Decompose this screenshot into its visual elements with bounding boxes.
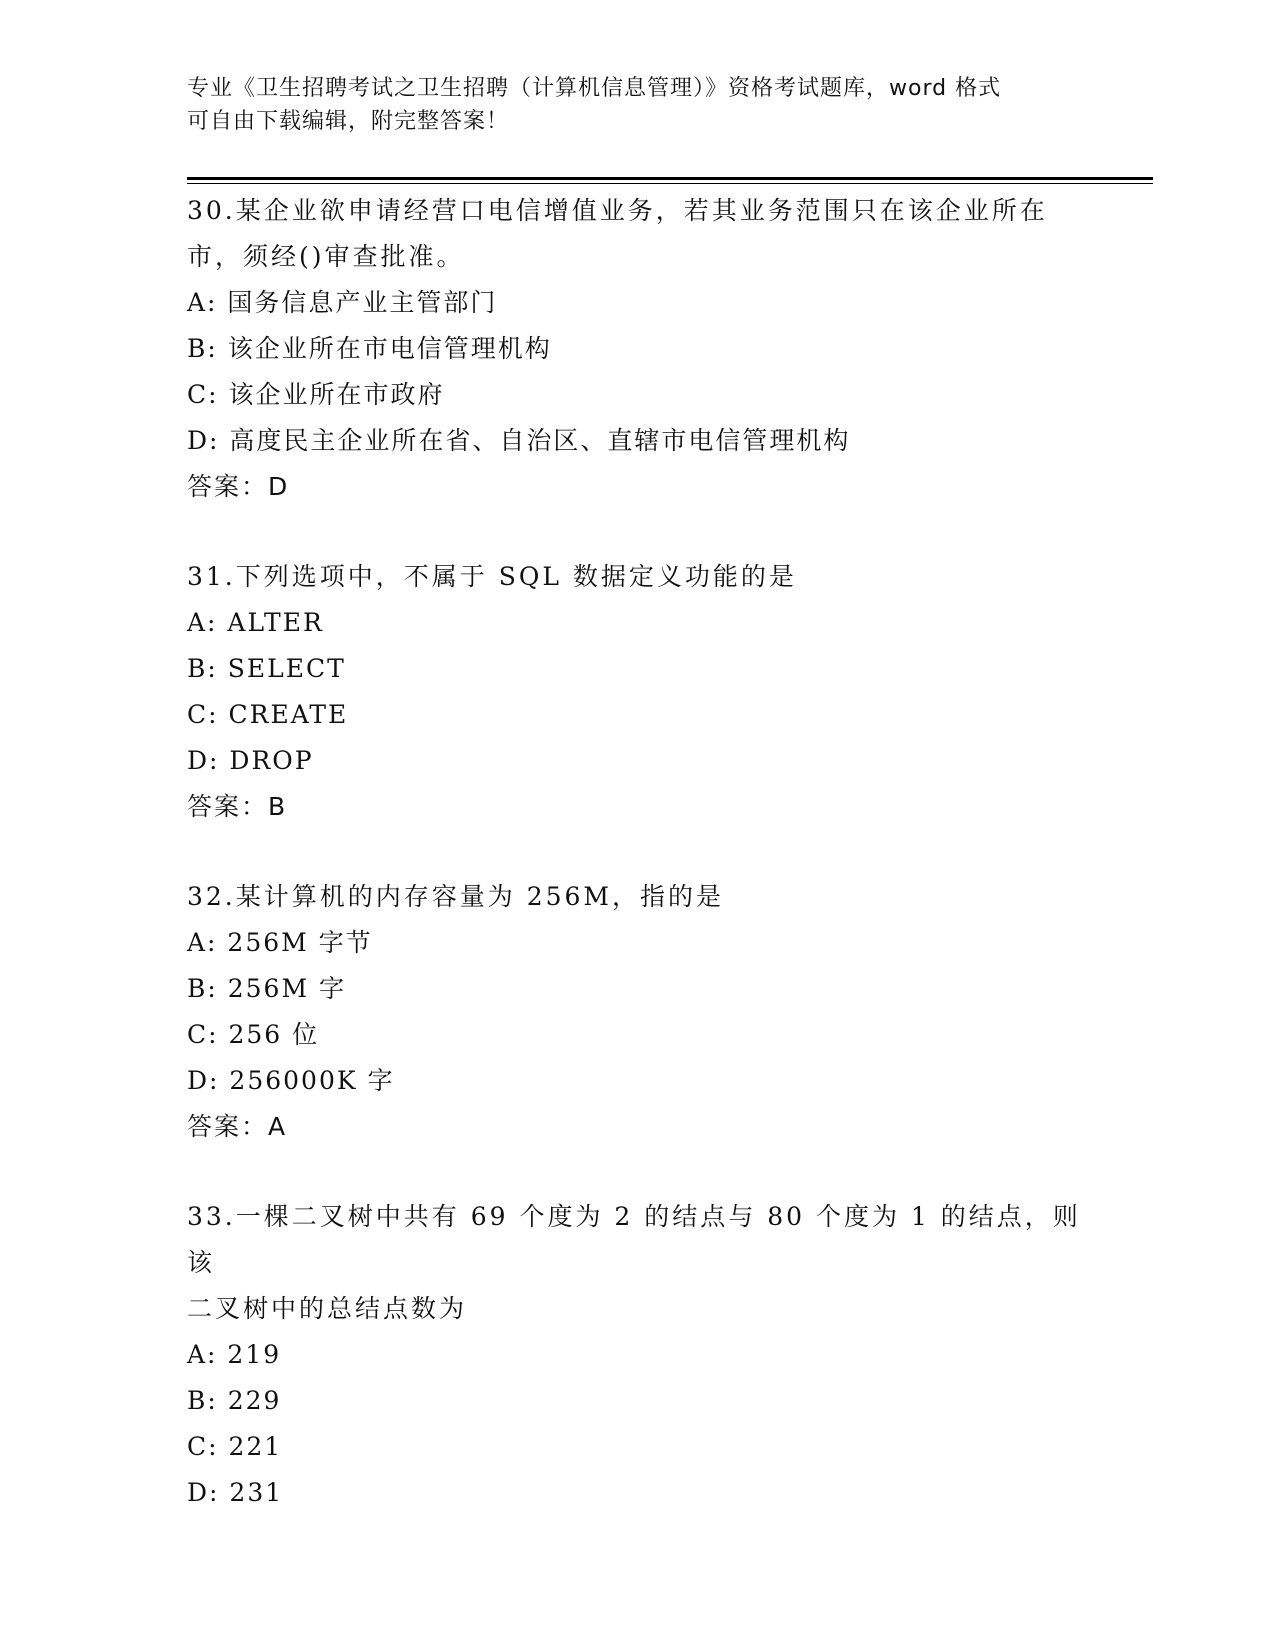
answer-label: 答案：A [187,1112,288,1141]
header-line-1: 专业《卫生招聘考试之卫生招聘（计算机信息管理）》资格考试题库，word 格式 [187,76,1002,101]
option-d: D: 256000K 字 [187,1066,395,1095]
question-30 [187,188,1087,510]
answer-label: 答案：D [187,472,290,501]
option-a: A: 256M 字节 [187,928,373,957]
header-divider-thick [187,177,1153,180]
option-b: B: SELECT [187,654,346,683]
option-b: B: 229 [187,1386,282,1415]
question-text-line-1: 31.下列选项中，不属于 SQL 数据定义功能的是 [187,562,797,591]
question-text-line-1: 32.某计算机的内存容量为 256M，指的是 [187,882,725,911]
header-line-2: 可自由下载编辑，附完整答案！ [187,109,510,134]
question-31 [187,554,1087,830]
option-c: C: 221 [187,1432,283,1461]
option-a: A: ALTER [187,608,324,637]
question-33 [187,1194,1087,1516]
question-text-line-1: 30.某企业欲申请经营口电信增值业务，若其业务范围只在该企业所在 [187,196,1048,225]
option-c: C: 该企业所在市政府 [187,380,445,409]
question-list [187,188,1087,1560]
question-text-line-2: 市，须经()审查批准。 [187,242,465,271]
option-c: C: CREATE [187,700,349,729]
header-divider-thin [187,183,1153,184]
answer-label: 答案：B [187,792,288,821]
question-text-line-1: 33.一棵二叉树中共有 69 个度为 2 的结点与 80 个度为 1 的结点，则该 [187,1202,1081,1277]
option-a: A: 国务信息产业主管部门 [187,288,498,317]
option-c: C: 256 位 [187,1020,320,1049]
question-text-line-2: 二叉树中的总结点数为 [187,1294,468,1323]
option-a: A: 219 [187,1340,282,1369]
option-d: D: DROP [187,746,314,775]
option-b: B: 256M 字 [187,974,347,1003]
option-b: B: 该企业所在市电信管理机构 [187,334,552,363]
option-d: D: 231 [187,1478,284,1507]
document-header [187,72,1067,138]
question-32 [187,874,1087,1150]
option-d: D: 高度民主企业所在省、自治区、直辖市电信管理机构 [187,426,851,455]
